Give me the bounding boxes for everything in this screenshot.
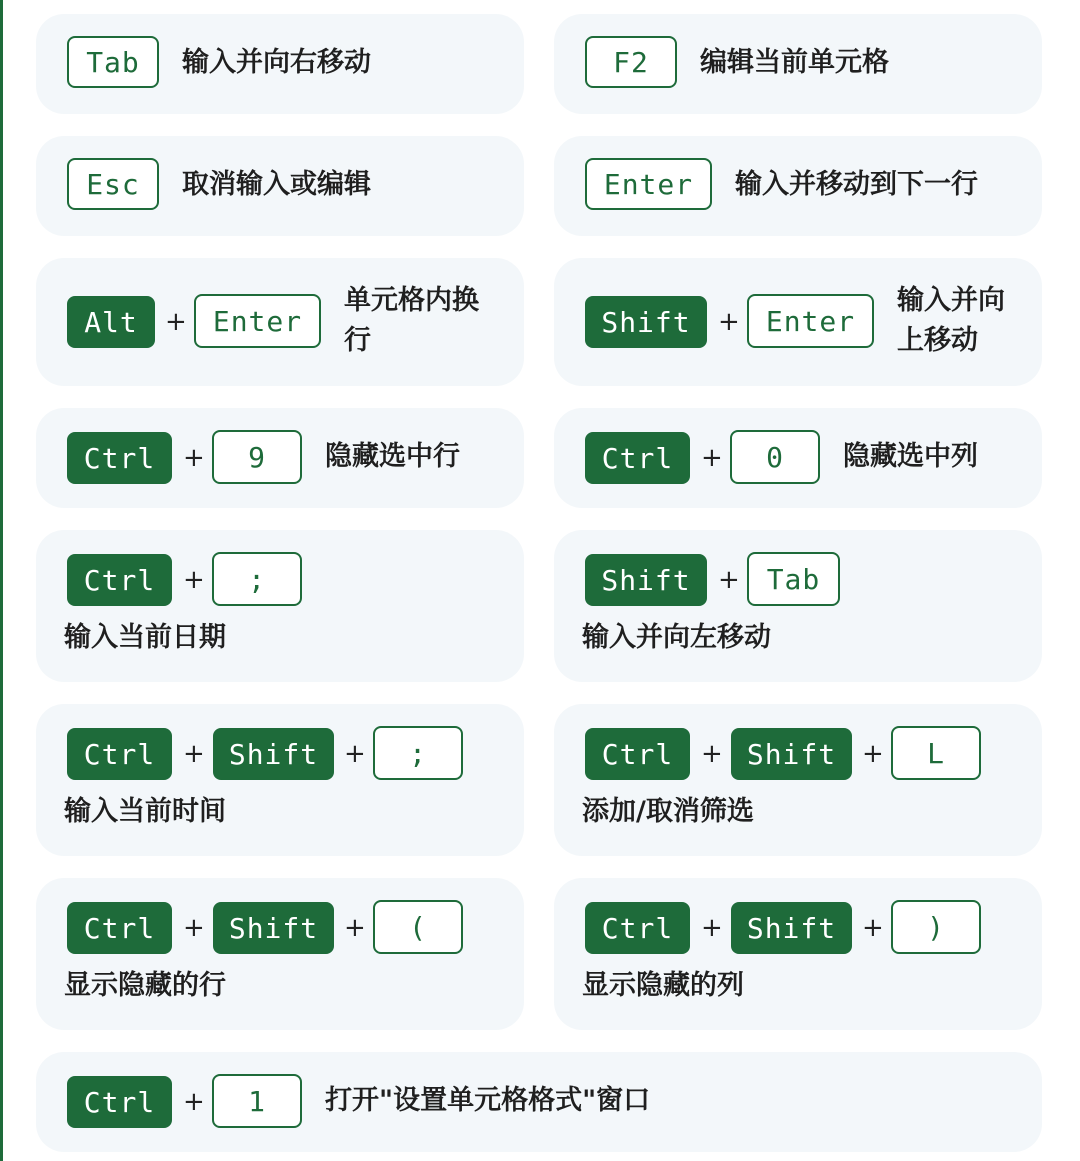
key-9: 9 (212, 430, 302, 484)
plus-sign: + (183, 739, 205, 769)
shortcut-card-ctrl-semicolon (36, 530, 524, 682)
key-ctrl: Ctrl (67, 1076, 172, 1128)
plus-sign: + (862, 913, 884, 943)
shortcut-description: 添加/取消筛选 (582, 796, 754, 827)
plus-sign: + (183, 1087, 205, 1117)
shortcut-card-tab (36, 14, 524, 114)
shortcut-card-shift-tab (554, 530, 1042, 682)
key-ctrl: Ctrl (67, 902, 172, 954)
key-0: 0 (730, 430, 820, 484)
key-shift: Shift (585, 554, 707, 606)
plus-sign: + (165, 307, 187, 337)
shortcut-description: 输入并向左移动 (582, 622, 771, 653)
key-f2: F2 (585, 36, 677, 88)
key-tab: Tab (67, 36, 159, 88)
shortcut-description-line-2: 上移动 (897, 325, 978, 356)
key-enter: Enter (585, 158, 712, 210)
plus-sign: + (183, 565, 205, 595)
shortcut-description: 取消输入或编辑 (182, 169, 371, 200)
shortcut-card-ctrl-9 (36, 408, 524, 508)
key-enter: Enter (747, 294, 874, 348)
shortcut-description: 隐藏选中行 (325, 441, 460, 472)
shortcut-description: 输入当前时间 (64, 796, 226, 827)
plus-sign: + (344, 739, 366, 769)
key-esc: Esc (67, 158, 159, 210)
key-open-paren: ( (373, 900, 463, 954)
key-ctrl: Ctrl (67, 728, 172, 780)
shortcut-description: 打开"设置单元格格式"窗口 (325, 1085, 651, 1116)
plus-sign: + (718, 307, 740, 337)
key-close-paren: ) (891, 900, 981, 954)
key-semicolon: ; (373, 726, 463, 780)
plus-sign: + (862, 739, 884, 769)
shortcut-description: 显示隐藏的列 (582, 970, 744, 1001)
shortcut-description: 输入当前日期 (64, 622, 226, 653)
key-semicolon: ; (212, 552, 302, 606)
key-ctrl: Ctrl (585, 902, 690, 954)
key-shift: Shift (731, 902, 852, 954)
key-ctrl: Ctrl (67, 554, 172, 606)
key-shift: Shift (213, 902, 334, 954)
shortcut-description-line-2: 行 (344, 325, 371, 356)
key-shift: Shift (213, 728, 334, 780)
key-tab: Tab (747, 552, 840, 606)
shortcut-card-f2 (554, 14, 1042, 114)
left-border (0, 0, 3, 1161)
key-ctrl: Ctrl (585, 728, 690, 780)
shortcut-card-ctrl-shift-open-paren (36, 878, 524, 1030)
plus-sign: + (718, 565, 740, 595)
shortcut-description: 显示隐藏的行 (64, 970, 226, 1001)
key-1: 1 (212, 1074, 302, 1128)
key-shift: Shift (731, 728, 852, 780)
key-ctrl: Ctrl (585, 432, 690, 484)
shortcut-description-line-1: 输入并向 (897, 285, 1005, 316)
shortcut-description: 编辑当前单元格 (700, 47, 889, 78)
shortcut-card-ctrl-shift-close-paren (554, 878, 1042, 1030)
shortcut-card-enter (554, 136, 1042, 236)
shortcut-card-shift-enter (554, 258, 1042, 386)
shortcut-card-ctrl-shift-l (554, 704, 1042, 856)
shortcut-card-ctrl-shift-semicolon (36, 704, 524, 856)
shortcut-card-esc (36, 136, 524, 236)
key-enter: Enter (194, 294, 321, 348)
key-ctrl: Ctrl (67, 432, 172, 484)
plus-sign: + (183, 913, 205, 943)
shortcut-description: 输入并向右移动 (182, 47, 371, 78)
shortcut-description-line-1: 单元格内换 (344, 285, 479, 316)
plus-sign: + (183, 443, 205, 473)
shortcut-card-alt-enter (36, 258, 524, 386)
plus-sign: + (701, 913, 723, 943)
plus-sign: + (701, 443, 723, 473)
shortcut-description: 隐藏选中列 (843, 441, 978, 472)
shortcut-card-ctrl-1 (36, 1052, 1042, 1152)
key-l: L (891, 726, 981, 780)
shortcut-card-ctrl-0 (554, 408, 1042, 508)
plus-sign: + (344, 913, 366, 943)
key-alt: Alt (67, 296, 155, 348)
plus-sign: + (701, 739, 723, 769)
key-shift: Shift (585, 296, 707, 348)
shortcut-description: 输入并移动到下一行 (735, 169, 978, 200)
